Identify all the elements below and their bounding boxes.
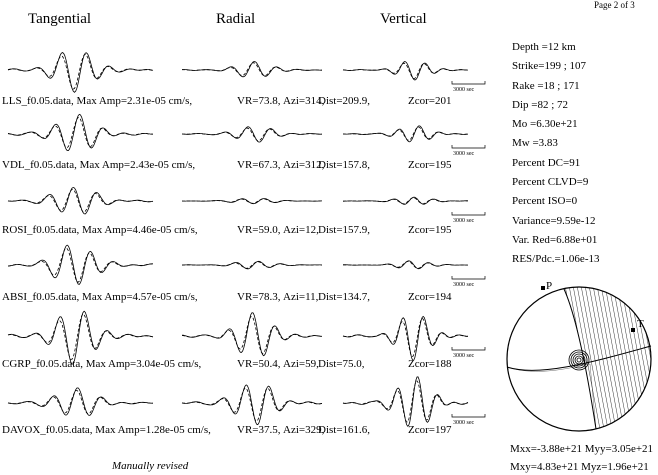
observed-trace [343,316,468,360]
solution-rake: Rake =18 ; 171 [512,79,580,92]
observed-trace [343,126,468,142]
p-axis-label: P [546,280,553,292]
tensor-line-2: Mxy=4.83e+21 Myz=1.96e+21 [510,461,649,473]
station-zcor: Zcor=194 [408,291,452,303]
tensor-line-1: Mxx=-3.88e+21 Myy=3.05e+21 [510,443,654,455]
station-caption: DAVOX_f0.05.data, Max Amp=1.28e-05 cm/s, [2,424,211,436]
hatch-line [604,280,634,440]
solution-percent-iso: Percent ISO=0 [512,195,578,208]
hatch-line [612,280,642,440]
time-scale-label: 3000 sec [453,420,475,426]
solution-depth: Depth =12 km [512,41,576,53]
synthetic-trace [182,63,322,76]
station-caption: ROSI_f0.05.data, Max Amp=4.46e-05 cm/s, [2,224,198,236]
observed-trace [8,187,153,214]
station-dist: Dist=157.8, [318,159,371,171]
t-axis-marker [631,328,635,332]
hatch-line [648,280,658,440]
solution-dip: Dip =82 ; 72 [512,98,569,111]
station-caption: LLS_f0.05.data, Max Amp=2.31e-05 cm/s, [2,95,193,107]
solution-panel [512,38,599,270]
column-header-vertical: Vertical [380,11,427,27]
time-scale-bar [452,145,485,157]
column-header-tangential: Tangential [28,11,92,27]
observed-trace [8,53,153,93]
solution-percent-dc: Percent DC=91 [512,156,581,169]
synthetic-trace [182,262,322,269]
solution-var-red: Var. Red=6.88e+01 [512,233,598,246]
time-scale-label: 3000 sec [453,218,475,224]
observed-trace [182,313,322,356]
station-azi: Azi=12, [283,224,319,236]
synthetic-trace [8,248,153,282]
station-dist: Dist=157.9, [318,224,371,236]
time-scale-bar [452,276,485,288]
synthetic-trace [8,118,153,148]
station-azi: Azi=329, [283,424,325,436]
hatch-line [624,280,654,440]
synthetic-trace [343,381,468,422]
observed-trace [182,127,322,142]
column-header-radial: Radial [216,11,256,27]
station-caption: VDL_f0.05.data, Max Amp=2.43e-05 cm/s, [2,159,196,171]
time-scale-bar [452,81,485,93]
station-zcor: Zcor=197 [408,424,452,436]
t-axis-label: T [637,318,644,330]
station-vr: VR=73.8, [237,95,281,107]
solution-percent-clvd: Percent CLVD=9 [512,176,589,189]
station-azi: Azi=314, [283,95,325,107]
observed-trace [343,377,468,426]
observed-trace [343,197,468,204]
station-dist: Dist=75.0, [318,358,365,370]
solution-mw: Mw =3.83 [512,137,558,150]
hatch-line [640,280,658,440]
time-scale-bar [452,347,485,359]
hatch-line [652,280,658,440]
station-caption: ABSI_f0.05.data, Max Amp=4.57e-05 cm/s, [2,291,198,303]
station-zcor: Zcor=195 [408,159,452,171]
synthetic-trace [8,390,153,413]
dilatation-quadrant [500,280,596,440]
station-vr: VR=50.4, [237,358,281,370]
focal-mechanism-beachball [500,280,658,440]
time-scale-label: 3000 sec [453,151,475,157]
solution-variance: Variance=9.59e-12 [512,214,596,227]
solution-res-pdc: RES/Pdc.=1.06e-13 [512,253,600,266]
time-scale-label: 3000 sec [453,282,475,288]
station-azi: Azi=312, [283,159,325,171]
time-scale-label: 3000 sec [453,87,475,93]
synthetic-trace [343,127,468,140]
station-dist: Dist=161.6, [318,424,371,436]
observed-trace [343,62,468,80]
station-zcor: Zcor=201 [408,95,452,107]
time-scale-bar [452,414,485,426]
observed-trace [182,385,322,425]
solution-mo: Mo =6.30e+21 [512,118,578,131]
observed-trace [343,261,468,269]
synthetic-trace [182,199,322,203]
hatch-line [628,280,658,440]
station-dist: Dist=134.7, [318,291,371,303]
observed-trace [182,62,322,77]
station-vr: VR=67.3, [237,159,281,171]
synthetic-trace [8,314,153,359]
hatch-line [616,280,646,440]
station-azi: Azi=11, [283,291,319,303]
station-zcor: Zcor=195 [408,224,452,236]
p-axis-marker [541,286,545,290]
solution-strike: Strike=199 ; 107 [512,60,587,73]
page-number: Page 2 of 3 [594,0,635,10]
station-azi: Azi=59, [283,358,319,370]
manually-revised-note: Manually revised [112,460,189,472]
station-dist: Dist=209.9, [318,95,371,107]
time-scale-bar [452,212,485,224]
time-scale-label: 3000 sec [453,353,475,359]
station-vr: VR=37.5, [237,424,281,436]
station-vr: VR=78.3, [237,291,281,303]
station-vr: VR=59.0, [237,224,281,236]
station-zcor: Zcor=188 [408,358,452,370]
synthetic-trace [182,317,322,354]
hatch-line [596,280,626,440]
hatch-line [620,280,650,440]
synthetic-trace [343,63,468,78]
station-caption: CGRP_f0.05.data, Max Amp=3.04e-05 cm/s, [2,358,202,370]
hatch-line [632,280,658,440]
